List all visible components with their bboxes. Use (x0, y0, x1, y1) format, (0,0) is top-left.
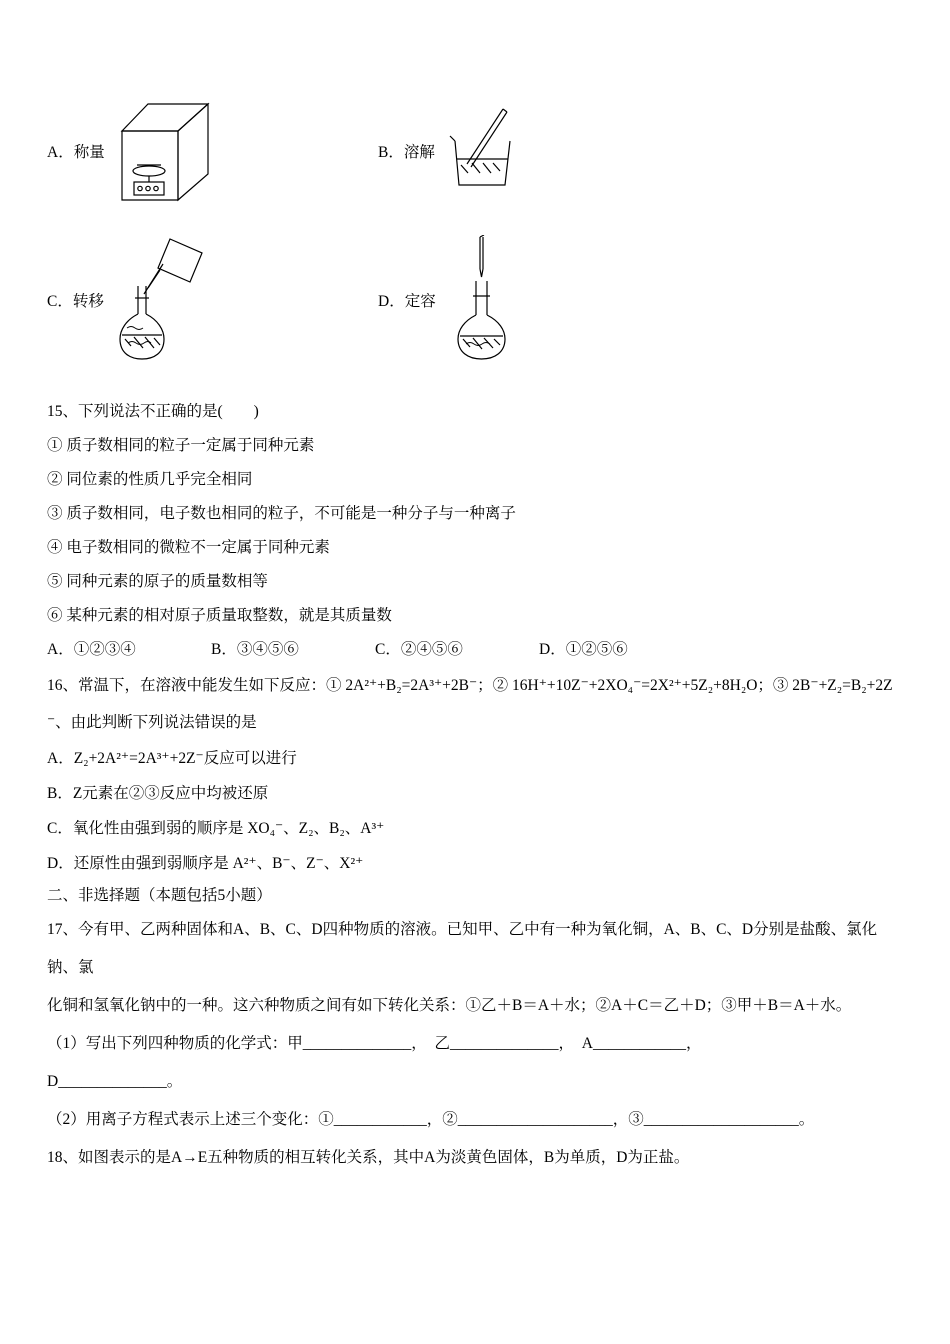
apparatus-label-d: D．定容 (378, 293, 436, 310)
q17-part-1-blanks: （1）写出下列四种物质的化学式：甲______________， 乙______________， A____________， (47, 1035, 702, 1052)
q15-statement-3: ③ 质子数相同，电子数也相同的粒子，不可能是一种分子与一种离子 (47, 505, 516, 522)
q15-choice-b: B．③④⑤⑥ (211, 641, 299, 658)
q16-stem-line-1: 16、常温下，在溶液中能发生如下反应：① 2A²⁺+B₂=2A³⁺+2B⁻；② 16H⁺+10Z⁻+2XO₄⁻=2X²⁺+5Z₂+8H₂O；③ 2B⁻+Z₂=B₂+2Z (47, 677, 893, 694)
q15-statement-2: ② 同位素的性质几乎完全相同 (47, 471, 253, 488)
q16-stem-line-2: ⁻、由此判断下列说法错误的是 (47, 714, 257, 731)
pour-into-flask-icon (114, 236, 209, 364)
q15-choice-d: D．①②⑤⑥ (539, 641, 628, 658)
apparatus-option-a (47, 95, 378, 207)
q15-choice-a: A．①②③④ (47, 641, 136, 658)
question-16 (47, 667, 905, 881)
q15-choices (47, 633, 905, 667)
question-18 (47, 1139, 905, 1177)
apparatus-label-a: A．称量 (47, 144, 105, 161)
q15-statement-6: ⑥ 某种元素的相对原子质量取整数，就是其质量数 (47, 607, 392, 624)
apparatus-option-b (378, 95, 525, 207)
q16-option-d: D．还原性由强到弱顺序是 A²⁺、B⁻、Z⁻、X²⁺ (47, 855, 364, 872)
q17-part-2-blanks: （2）用离子方程式表示上述三个变化：①____________，②____________________，③____________________。 (47, 1111, 815, 1128)
q15-choice-c: C．②④⑤⑥ (375, 641, 463, 658)
question-17 (47, 911, 905, 1139)
q17-part-1-blank-d: D______________。 (47, 1073, 183, 1090)
q17-line-1: 17、今有甲、乙两种固体和A、B、C、D四种物质的溶液。已知甲、乙中有一种为氧化铜，A、B、C、D分别是盐酸、氯化钠、氯 (47, 921, 878, 976)
q16-option-a: A．Z₂+2A²⁺=2A³⁺+2Z⁻反应可以进行 (47, 750, 297, 767)
apparatus-option-c (47, 235, 378, 365)
apparatus-label-b: B．溶解 (378, 144, 435, 161)
balance-in-case-icon (115, 95, 215, 207)
q15-stem: 15、下列说法不正确的是( ) (47, 403, 259, 420)
apparatus-label-c: C．转移 (47, 293, 104, 310)
q15-statement-5: ⑤ 同种元素的原子的质量数相等 (47, 573, 268, 590)
section-2-header: 二、非选择题（本题包括5小题） (47, 887, 272, 904)
q18-stem: 18、如图表示的是A→E五种物质的相互转化关系，其中A为淡黄色固体，B为单质，D为正盐。 (47, 1149, 690, 1166)
q15-statement-4: ④ 电子数相同的微粒不一定属于同种元素 (47, 539, 330, 556)
q17-line-2: 化铜和氢氧化钠中的一种。这六种物质之间有如下转化关系：①乙＋B＝A＋水；②A＋C＝乙＋D；③甲＋B＝A＋水。 (47, 997, 852, 1014)
q15-statement-1: ① 质子数相同的粒子一定属于同种元素 (47, 437, 315, 454)
apparatus-section (47, 95, 905, 365)
question-15 (47, 395, 905, 667)
beaker-with-rod-icon (445, 107, 525, 195)
apparatus-option-d (378, 235, 525, 365)
q16-option-b: B．Z元素在②③反应中均被还原 (47, 785, 269, 802)
flask-with-dropper-icon (446, 235, 518, 365)
q16-option-c: C．氧化性由强到弱的顺序是 XO₄⁻、Z₂、B₂、A³⁺ (47, 820, 385, 837)
